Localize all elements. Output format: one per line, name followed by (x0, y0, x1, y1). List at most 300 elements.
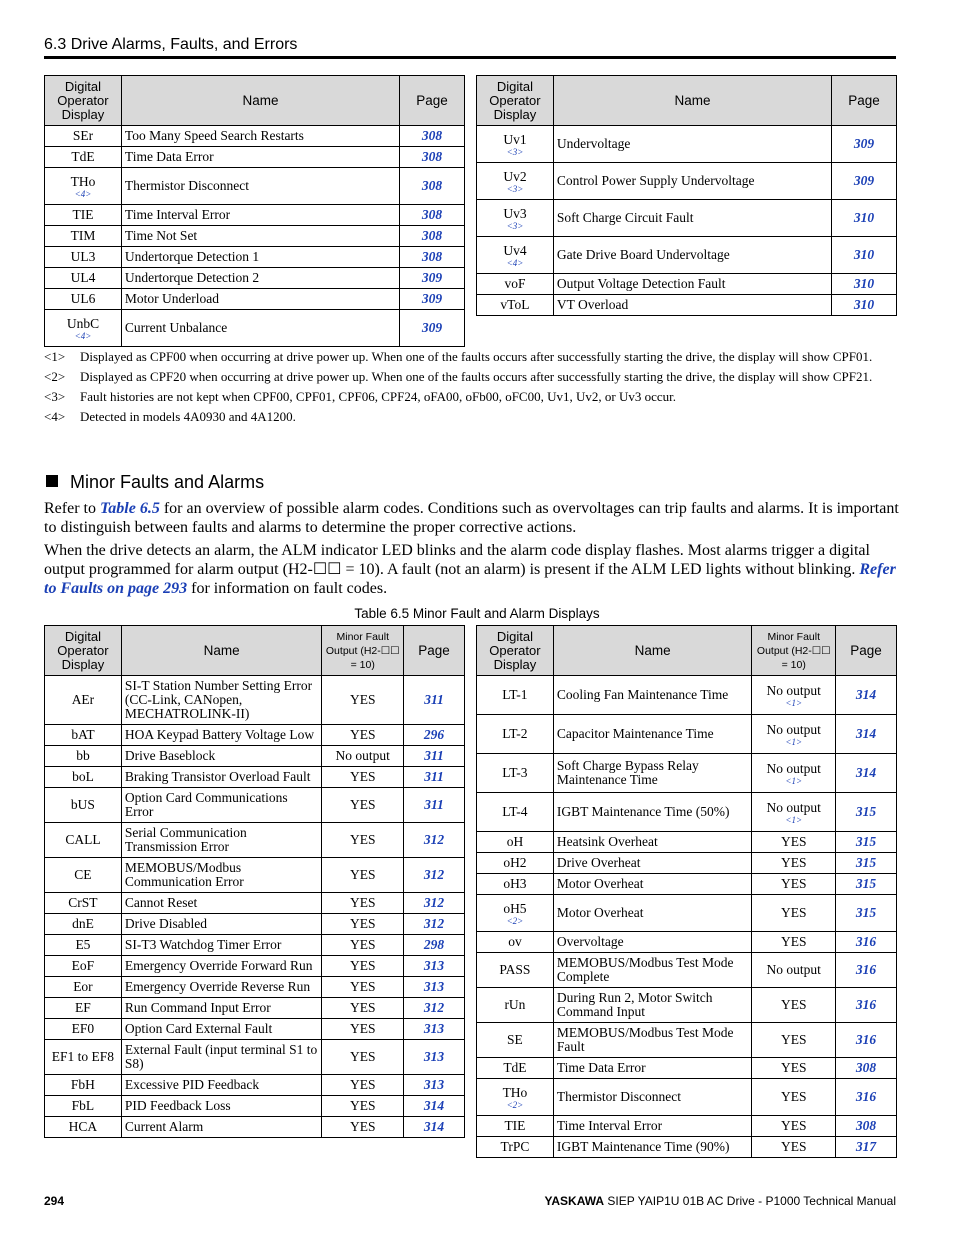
fault-name: IGBT Maintenance Time (50%) (556, 804, 730, 819)
output-value: No output (766, 682, 821, 698)
fault-name: Motor Overheat (556, 905, 644, 920)
manual-name: SIEP YAIP1U 01B AC Drive - P1000 Technical Manual (604, 1194, 896, 1208)
table-row (477, 932, 897, 953)
footnote (44, 348, 896, 365)
name-cell (121, 1040, 322, 1075)
code-cell (45, 893, 122, 914)
table-row (45, 310, 465, 347)
footnote (44, 408, 896, 425)
page-link[interactable]: 317 (836, 1137, 897, 1158)
table-row (477, 953, 897, 988)
name-cell (121, 956, 322, 977)
fault-name: IGBT Maintenance Time (90%) (556, 1139, 730, 1154)
fault-code: LT-3 (502, 765, 528, 780)
fault-name: SI-T3 Watchdog Timer Error (124, 937, 282, 952)
para2-text-end: for information on fault codes. (187, 580, 388, 597)
table-row (45, 914, 465, 935)
page-link[interactable]: 309 (832, 163, 897, 200)
code-cell (477, 163, 554, 200)
page-link[interactable]: 308 (400, 205, 465, 226)
output-value: YES (349, 1049, 376, 1064)
fault-code: TIE (504, 1118, 526, 1133)
page-link[interactable]: 316 (836, 1079, 897, 1116)
fault-name: During Run 2, Motor Switch Command Input (556, 990, 713, 1019)
output-value: YES (349, 958, 376, 973)
table-row (477, 1079, 897, 1116)
footnote-mark: <2> (44, 369, 66, 384)
fault-name: Serial Communication Transmission Error (124, 825, 247, 854)
page-link[interactable]: 312 (404, 914, 465, 935)
output-value: YES (349, 797, 376, 812)
fault-name: Braking Transistor Overload Fault (124, 769, 311, 784)
fault-code: Uv3 (503, 205, 527, 221)
code-cell (45, 914, 122, 935)
table-row (45, 935, 465, 956)
page-link[interactable]: 313 (404, 977, 465, 998)
table-row (477, 200, 897, 237)
fault-name: Run Command Input Error (124, 1000, 271, 1015)
alarm-table-right (476, 625, 897, 1158)
name-cell (553, 988, 752, 1023)
table-row (45, 247, 465, 268)
name-cell (121, 268, 399, 289)
name-cell (553, 295, 831, 316)
table-row (45, 147, 465, 168)
fault-name: Current Alarm (124, 1119, 204, 1134)
fault-code: CrST (68, 895, 98, 910)
table-row (477, 754, 897, 793)
footnotes (44, 348, 896, 428)
table-row (45, 893, 465, 914)
header-output: Minor Fault Output (H2-☐☐ = 10) (322, 626, 404, 676)
fault-code: ov (508, 934, 522, 949)
page-link[interactable]: 308 (400, 126, 465, 147)
code-cell (45, 823, 122, 858)
table-row (45, 998, 465, 1019)
output-cell (322, 746, 404, 767)
para1-text-end: for an overview of possible alarm codes. Conditions such as overvoltages can trip faults and alarms. It is important to distinguish between faults and alarms to determine the proper corrective actions. (44, 500, 899, 536)
fault-code: Uv1 (503, 131, 527, 147)
code-cell (477, 274, 554, 295)
output-value: YES (349, 867, 376, 882)
table-row (477, 1137, 897, 1158)
table-row (45, 956, 465, 977)
name-cell (121, 1117, 322, 1138)
subsection-heading (46, 472, 264, 493)
output-cell (322, 1075, 404, 1096)
fault-code: EF1 to EF8 (51, 1049, 115, 1064)
code-cell (45, 226, 122, 247)
page-link[interactable]: 316 (836, 1023, 897, 1058)
fault-table-right (476, 75, 897, 316)
fault-code: LT-2 (502, 726, 528, 741)
code-cell (477, 237, 554, 274)
fault-code: TdE (503, 1060, 527, 1075)
code-cell (45, 788, 122, 823)
code-cell (45, 205, 122, 226)
fault-name: Time Data Error (556, 1060, 646, 1075)
fault-name: Motor Underload (124, 291, 220, 306)
code-cell (45, 1040, 122, 1075)
fault-name: Emergency Override Forward Run (124, 958, 313, 973)
output-value: No output (766, 760, 821, 776)
header-display: Digital Operator Display (477, 76, 554, 126)
output-cell (322, 1040, 404, 1075)
output-cell (322, 956, 404, 977)
footnote-ref: <4> (74, 188, 92, 199)
fault-code: TIE (72, 207, 94, 222)
fault-code: voF (504, 276, 526, 291)
page-link[interactable]: 308 (400, 247, 465, 268)
code-cell (477, 200, 554, 237)
name-cell (553, 853, 752, 874)
page-link[interactable]: 316 (836, 932, 897, 953)
table-row (45, 168, 465, 205)
name-cell (553, 793, 752, 832)
output-cell (322, 1019, 404, 1040)
table-row (477, 274, 897, 295)
page-link[interactable]: 309 (400, 289, 465, 310)
output-cell (322, 725, 404, 746)
page-link[interactable]: 308 (836, 1058, 897, 1079)
page-link[interactable]: 315 (836, 853, 897, 874)
table-row (45, 226, 465, 247)
fault-name: Drive Disabled (124, 916, 207, 931)
name-cell (553, 237, 831, 274)
fault-name: Undertorque Detection 1 (124, 249, 260, 264)
footnote-ref: <2> (506, 915, 524, 926)
page-link[interactable]: 311 (404, 746, 465, 767)
table-row (477, 237, 897, 274)
footnote (44, 388, 896, 405)
output-value: YES (780, 1060, 807, 1075)
output-cell (752, 1058, 836, 1079)
name-cell (121, 998, 322, 1019)
fault-code: bAT (71, 727, 95, 742)
table-row (45, 676, 465, 725)
code-cell (477, 895, 554, 932)
paragraph-2 (44, 541, 904, 598)
name-cell (553, 874, 752, 895)
output-cell (322, 767, 404, 788)
fault-code: oH (506, 834, 524, 849)
code-cell (477, 1079, 554, 1116)
fault-name: Control Power Supply Undervoltage (556, 173, 755, 188)
table-row (45, 725, 465, 746)
table-row (477, 853, 897, 874)
output-value: YES (349, 832, 376, 847)
output-value: YES (780, 855, 807, 870)
page-link[interactable]: 314 (404, 1096, 465, 1117)
code-cell (45, 289, 122, 310)
page-link[interactable]: 316 (836, 953, 897, 988)
page-link[interactable]: 313 (404, 1075, 465, 1096)
fault-code: UnbC (66, 315, 100, 331)
table-row (477, 1058, 897, 1079)
page-link[interactable]: 314 (836, 754, 897, 793)
name-cell (553, 1116, 752, 1137)
output-value: YES (780, 1032, 807, 1047)
name-cell (121, 1096, 322, 1117)
name-cell (121, 289, 399, 310)
fault-code: UL4 (70, 270, 96, 285)
page-link[interactable]: 314 (836, 715, 897, 754)
table-row (477, 715, 897, 754)
code-cell (45, 977, 122, 998)
code-cell (45, 935, 122, 956)
header-page: Page (404, 626, 465, 676)
page-link[interactable]: 308 (400, 147, 465, 168)
fault-code: oH3 (503, 876, 527, 891)
fault-name: MEMOBUS/Modbus Test Mode Fault (556, 1025, 734, 1054)
output-value: YES (780, 1139, 807, 1154)
table-row (45, 126, 465, 147)
output-cell (322, 1096, 404, 1117)
page-link[interactable]: 310 (832, 274, 897, 295)
footnote-mark: <3> (44, 389, 66, 404)
fault-code: Uv2 (503, 168, 527, 184)
footnote-ref: <2> (506, 1099, 524, 1110)
page-link[interactable]: 310 (832, 295, 897, 316)
code-cell (45, 168, 122, 205)
fault-code: dnE (72, 916, 94, 931)
name-cell (121, 147, 399, 168)
code-cell (45, 767, 122, 788)
code-cell (45, 268, 122, 289)
output-cell (322, 823, 404, 858)
fault-name: Drive Overheat (556, 855, 641, 870)
page-link[interactable]: 308 (836, 1116, 897, 1137)
output-cell (322, 858, 404, 893)
name-cell (553, 715, 752, 754)
page-link[interactable]: 312 (404, 858, 465, 893)
output-cell (322, 1117, 404, 1138)
code-cell (45, 147, 122, 168)
square-bullet-icon (46, 475, 58, 487)
header-page: Page (836, 626, 897, 676)
code-cell (45, 310, 122, 347)
output-cell (752, 832, 836, 853)
name-cell (121, 893, 322, 914)
output-value: YES (780, 997, 807, 1012)
footnote-text: Displayed as CPF20 when occurring at drive power up. When one of the faults occurs after successfully starting the drive, the display will show CPF21. (80, 369, 873, 384)
para2-text: When the drive detects an alarm, the ALM indicator LED blinks and the alarm code display flashes. Most alarms trigger a digital output programmed for alarm output (H2-☐☐ = 10). A fault (not an alarm) is present if the ALM LED lights without blinking. (44, 542, 870, 578)
code-cell (477, 932, 554, 953)
page-link[interactable]: 309 (832, 126, 897, 163)
page-link[interactable]: 313 (404, 956, 465, 977)
fault-code: EF0 (71, 1021, 95, 1036)
page-link[interactable]: 315 (836, 874, 897, 895)
manual-title (544, 1194, 896, 1208)
header-name: Name (553, 76, 831, 126)
fault-name: MEMOBUS/Modbus Test Mode Complete (556, 955, 734, 984)
output-cell (752, 895, 836, 932)
header-display: Digital Operator Display (477, 626, 554, 676)
code-cell (477, 754, 554, 793)
page-link[interactable]: 315 (836, 832, 897, 853)
table-row (45, 977, 465, 998)
table-caption: Table 6.5 Minor Fault and Alarm Displays (354, 606, 600, 621)
code-cell (45, 858, 122, 893)
fault-name: Drive Baseblock (124, 748, 216, 763)
fault-code: TIM (70, 228, 96, 243)
code-cell (477, 853, 554, 874)
faults-page-link[interactable]: Refer to Faults on page 293 (44, 561, 896, 597)
code-cell (477, 953, 554, 988)
fault-name: Output Voltage Detection Fault (556, 276, 726, 291)
page-link[interactable]: 313 (404, 1040, 465, 1075)
page-link[interactable]: 309 (400, 310, 465, 347)
fault-code: LT-1 (502, 687, 528, 702)
fault-code: HCA (68, 1119, 98, 1134)
fault-name: Soft Charge Bypass Relay Maintenance Time (556, 758, 699, 787)
page-link[interactable]: 310 (832, 237, 897, 274)
fault-code: PASS (499, 962, 531, 977)
output-cell (752, 676, 836, 715)
name-cell (121, 1019, 322, 1040)
page-link[interactable]: 298 (404, 935, 465, 956)
fault-name: Time Interval Error (556, 1118, 663, 1133)
page-link[interactable]: 312 (404, 823, 465, 858)
code-cell (477, 715, 554, 754)
code-cell (477, 676, 554, 715)
page-link[interactable]: 313 (404, 1019, 465, 1040)
page-link[interactable]: 316 (836, 988, 897, 1023)
page-link[interactable]: 311 (404, 788, 465, 823)
table-6-5-link[interactable]: Table 6.5 (99, 500, 160, 517)
page-link[interactable]: 309 (400, 268, 465, 289)
code-cell (477, 832, 554, 853)
output-cell (752, 715, 836, 754)
fault-name: MEMOBUS/Modbus Communication Error (124, 860, 244, 889)
header-name: Name (553, 626, 752, 676)
output-cell (752, 1079, 836, 1116)
table-row (477, 295, 897, 316)
output-value: YES (349, 895, 376, 910)
fault-name: Time Interval Error (124, 207, 231, 222)
code-cell (477, 1023, 554, 1058)
output-value: YES (349, 937, 376, 952)
output-value: YES (349, 1021, 376, 1036)
header-output: Minor Fault Output (H2-☐☐ = 10) (752, 626, 836, 676)
fault-name: Option Card Communications Error (124, 790, 288, 819)
output-value: YES (349, 692, 376, 707)
subsection-title: Minor Faults and Alarms (70, 472, 265, 492)
para1-text: Refer to (44, 500, 100, 517)
page-link[interactable]: 312 (404, 893, 465, 914)
name-cell (553, 1023, 752, 1058)
code-cell (45, 956, 122, 977)
table-row (45, 823, 465, 858)
page-link[interactable]: 314 (404, 1117, 465, 1138)
fault-code: SE (507, 1032, 523, 1047)
name-cell (121, 1075, 322, 1096)
fault-code: FbL (71, 1098, 95, 1113)
page-link[interactable]: 315 (836, 793, 897, 832)
fault-name: Heatsink Overheat (556, 834, 658, 849)
footnote-ref: <1> (785, 775, 803, 786)
fault-name: Thermistor Disconnect (124, 178, 250, 193)
page-link[interactable]: 314 (836, 676, 897, 715)
fault-name: Time Data Error (124, 149, 214, 164)
fault-code: UL6 (70, 291, 96, 306)
table-row (477, 793, 897, 832)
fault-name: Option Card External Fault (124, 1021, 273, 1036)
output-cell (322, 998, 404, 1019)
page-link[interactable]: 308 (400, 226, 465, 247)
output-cell (752, 793, 836, 832)
output-value: YES (349, 979, 376, 994)
page-link[interactable]: 315 (836, 895, 897, 932)
output-value: YES (780, 1118, 807, 1133)
table-row (477, 832, 897, 853)
name-cell (553, 126, 831, 163)
name-cell (121, 205, 399, 226)
code-cell (45, 247, 122, 268)
footnote-text: Detected in models 4A0930 and 4A1200. (80, 409, 296, 424)
page-link[interactable]: 308 (400, 168, 465, 205)
name-cell (121, 168, 399, 205)
output-value: YES (349, 1077, 376, 1092)
name-cell (553, 754, 752, 793)
page-link[interactable]: 296 (404, 725, 465, 746)
header-name: Name (121, 76, 399, 126)
header-display: Digital Operator Display (45, 76, 122, 126)
fault-name: Emergency Override Reverse Run (124, 979, 311, 994)
name-cell (553, 932, 752, 953)
header-name: Name (121, 626, 322, 676)
page-link[interactable]: 312 (404, 998, 465, 1019)
table-row (45, 1075, 465, 1096)
header-page: Page (400, 76, 465, 126)
fault-code: Eor (73, 979, 93, 994)
page-link[interactable]: 311 (404, 676, 465, 725)
output-cell (752, 754, 836, 793)
output-value: YES (780, 834, 807, 849)
output-value: No output (766, 962, 821, 977)
output-cell (322, 788, 404, 823)
name-cell (121, 226, 399, 247)
page-link[interactable]: 310 (832, 200, 897, 237)
page-number: 294 (44, 1194, 65, 1208)
page-link[interactable]: 311 (404, 767, 465, 788)
output-cell (752, 1023, 836, 1058)
table-row (45, 767, 465, 788)
fault-name: Cannot Reset (124, 895, 198, 910)
table-row (45, 1117, 465, 1138)
output-cell (752, 1137, 836, 1158)
code-cell (477, 874, 554, 895)
output-cell (752, 853, 836, 874)
code-cell (45, 1117, 122, 1138)
fault-code: TrPC (500, 1139, 530, 1154)
output-value: YES (349, 1119, 376, 1134)
output-value: YES (349, 1000, 376, 1015)
table-row (45, 1019, 465, 1040)
fault-name: Soft Charge Circuit Fault (556, 210, 694, 225)
fault-name: External Fault (input terminal S1 to S8) (124, 1042, 318, 1071)
output-cell (322, 914, 404, 935)
fault-code: bUS (70, 797, 95, 812)
output-cell (752, 874, 836, 895)
fault-code: oH5 (503, 900, 527, 916)
name-cell (121, 767, 322, 788)
fault-name: Overvoltage (556, 934, 624, 949)
output-value: No output (766, 721, 821, 737)
code-cell (45, 998, 122, 1019)
header-display: Digital Operator Display (45, 626, 122, 676)
code-cell (477, 126, 554, 163)
